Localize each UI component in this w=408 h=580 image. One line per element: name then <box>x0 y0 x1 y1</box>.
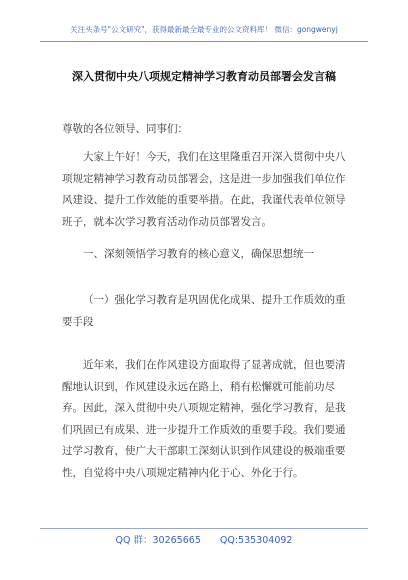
footer-qq-group: QQ 群：30265665 <box>115 535 201 546</box>
footer <box>0 532 408 546</box>
header-note: 关注头条号"公文研究"，获得最新最全最专业的公文资料库！ 微信：gongwenyj <box>70 25 338 34</box>
paragraph-opening: 大家上午好！今天，我们在这里隆重召开深入贯彻中央八项规定精神学习教育动员部署会，这是进一步加强我们单位作风建设、提升工作效能的重要举措。在此，我谨代表单位领导班子，就本次学习教育活动作动员部署发言。 <box>62 151 346 228</box>
footer-divider <box>40 528 368 529</box>
paragraph-body: 近年来，我们在作风建设方面取得了显著成就，但也要清醒地认识到，作风建设永远在路上，稍有松懈就可能前功尽弃。因此，深入贯彻中央八项规定精神，强化学习教育，是我们巩固已有成果、进一步提升工作质效的重要手段。我们要通过学习教育，使广大干部职工深刻认识到作风建设的极端重要性，自觉将中央八项规定精神内化于心、外化于行。 <box>62 359 346 479</box>
footer-qq: QQ:535304092 <box>219 535 293 546</box>
subsection-heading: （一）强化学习教育是巩固优化成果、提升工作质效的重要手段 <box>62 294 346 328</box>
header-divider <box>40 41 368 42</box>
section-heading: 一、深刻领悟学习教育的核心意义，确保思想统一 <box>83 248 314 260</box>
document-title: 深入贯彻中央八项规定精神学习教育动员部署会发言稿 <box>72 70 336 83</box>
greeting: 尊敬的各位领导、同事们： <box>62 123 188 135</box>
